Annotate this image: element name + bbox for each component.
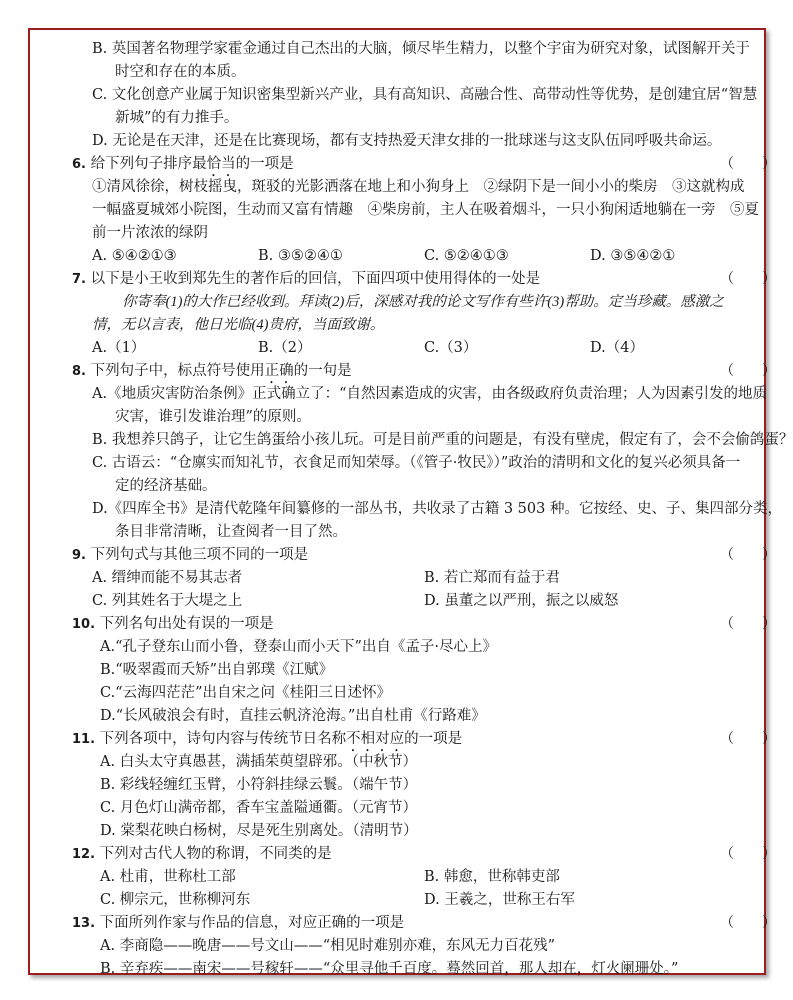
q6-sentences-line3: 前一片浓浓的绿阴 (92, 225, 208, 241)
q9-answer-bracket[interactable]: （ ） (720, 547, 776, 563)
q11-stem-emphasis: 不相对应 (346, 731, 405, 747)
q11-option-b[interactable]: B. 彩线轻缠红玉臂，小符斜挂绿云鬟。（端午节） (100, 777, 418, 793)
q6-sentences-line2: 一幅盛夏城郊小院图，生动而又富有情趣 ④柴房前，主人在吸着烟斗，一只小狗闲适地躺在一旁 ⑤夏 (92, 202, 759, 218)
q12-option-b[interactable]: B. 韩愈，世称韩吏部 (424, 869, 560, 885)
q11-stem-text-end: 的一项是 (404, 731, 463, 747)
q13-option-b[interactable]: B. 辛弃疾——南宋——号稼轩——“众里寻他千百度。蓦然回首，那人却在，灯火阑珊处。” (100, 961, 679, 977)
q12-number: 12. (72, 847, 96, 862)
q6-option-d[interactable]: D. ③⑤④②① (590, 248, 676, 264)
q10-option-a[interactable]: A.“孔子登东山而小鲁，登泰山而小天下”出自《孟子·尽心上》 (100, 639, 498, 655)
q9-stem-text: 下列句式与其他三项不同的一项是 (90, 547, 309, 563)
q8-option-a-line1[interactable]: A.《地质灾害防治条例》正式确立了：“自然因素造成的灾害，由各级政府负责治理；人为因素引发的地质 (92, 386, 767, 402)
q12-stem-text: 下列对古代人物的称谓，不同类的是 (99, 846, 332, 862)
q5-option-c-line1: C. 文化创意产业属于知识密集型新兴产业，具有高知识、高融合性、高带动性等优势，是创建宜居“智慧 (92, 87, 758, 103)
q8-stem-text: 下列句子中，标点符号使用 (90, 363, 265, 379)
q12-option-d[interactable]: D. 王羲之，世称王右军 (424, 892, 575, 908)
q11-option-d[interactable]: D. 棠梨花映白杨树，尽是死生别离处。（清明节） (100, 823, 418, 839)
q5-option-b-line2: 时空和存在的本质。 (115, 64, 246, 80)
q9-option-d[interactable]: D. 虽董之以严刑，振之以威怒 (424, 593, 619, 609)
q6-stem-text-end: 的一项是 (235, 156, 294, 172)
q6-number: 6. (72, 157, 86, 172)
q7-option-a[interactable]: A.（1） (92, 340, 146, 356)
q10-number: 10. (72, 617, 96, 632)
q11-option-a[interactable]: A. 白头太守真愚甚，满插茱萸望辟邪。（中秋节） (100, 754, 417, 770)
q8-stem-text-end: 的一句是 (293, 363, 352, 379)
q9-number: 9. (72, 548, 86, 563)
q7-option-c[interactable]: C.（3） (424, 340, 478, 356)
q5-option-b-line1: B. 英国著名物理学家霍金通过自己杰出的大脑，倾尽毕生精力，以整个宇宙为研究对象，试图解开关于 (92, 41, 750, 57)
q6-sentences-line1: ①清风徐徐，树枝摇曳，斑驳的光影洒落在地上和小狗身上 ②绿阴下是一间小小的柴房 ③这就构成 (92, 179, 745, 195)
q8-option-c-line2: 定的经济基础。 (115, 478, 217, 494)
q7-number: 7. (72, 272, 86, 287)
q7-stem (72, 269, 540, 290)
q6-option-c[interactable]: C. ⑤②④①③ (424, 248, 509, 264)
q13-answer-bracket[interactable]: （ ） (720, 915, 776, 931)
q7-stem-text: 以下是小王收到郑先生的著作后的回信，下面四项中使用得体的一处是 (90, 271, 541, 287)
q7-option-d[interactable]: D.（4） (590, 340, 644, 356)
q7-letter-line2: 情，无以言表，他日光临(4)贵府，当面致谢。 (92, 317, 385, 333)
q6-option-a[interactable]: A. ⑤④②①③ (92, 248, 177, 264)
q6-stem-text: 给下列句子排序最 (90, 156, 207, 172)
q10-stem (72, 614, 274, 635)
q8-answer-bracket[interactable]: （ ） (720, 363, 776, 379)
q13-number: 13. (72, 916, 96, 931)
q6-option-b[interactable]: B. ③⑤②④① (258, 248, 343, 264)
q10-stem-text: 下列名句出处有误的一项是 (99, 616, 274, 632)
q13-stem (72, 913, 404, 934)
q9-stem (72, 545, 308, 566)
q8-option-a-line2: 灾害，谁引发谁治理”的原则。 (115, 409, 311, 425)
q6-stem-emphasis: 恰当 (206, 156, 236, 172)
exam-page (28, 28, 793, 977)
q8-option-d-line2: 条目非常清晰，让查阅者一目了然。 (115, 524, 347, 540)
q7-letter-line1: 你寄奉(1)的大作已经收到。拜读(2)后，深感对我的论文写作有些许(3)帮助。定当珍藏。感激之 (122, 294, 724, 310)
q9-option-a[interactable]: A. 缙绅而能不易其志者 (92, 570, 243, 586)
q8-option-b[interactable]: B. 我想养只鸽子，让它生鸽蛋给小孩儿玩。可是目前严重的问题是，有没有壁虎，假定有了，会不会偷鸽蛋？ (92, 432, 793, 448)
q6-answer-bracket[interactable]: （ ） (720, 156, 776, 172)
q11-stem-text: 下列各项中，诗句内容与传统节日名称 (99, 731, 347, 747)
q12-answer-bracket[interactable]: （ ） (720, 846, 776, 862)
q13-stem-text: 下面所列作家与作品的信息，对应正确的一项是 (99, 915, 405, 931)
q8-option-d-line1[interactable]: D.《四库全书》是清代乾隆年间纂修的一部丛书，共收录了古籍 3 503 种。它按经、史、子、集四部分类， (92, 501, 782, 517)
q9-option-c[interactable]: C. 列其姓名于大堤之上 (92, 593, 243, 609)
q12-option-a[interactable]: A. 杜甫，世称杜工部 (100, 869, 236, 885)
q11-number: 11. (72, 732, 96, 747)
q13-option-a[interactable]: A. 李商隐——晚唐——号文山——“相见时难别亦难，东风无力百花残” (100, 938, 556, 954)
q10-option-d[interactable]: D.“长风破浪会有时，直挂云帆济沧海。”出自杜甫《行路难》 (100, 708, 486, 724)
q10-answer-bracket[interactable]: （ ） (720, 616, 776, 632)
q7-answer-bracket[interactable]: （ ） (720, 271, 776, 287)
q9-option-b[interactable]: B. 若亡郑而有益于君 (424, 570, 560, 586)
q8-number: 8. (72, 364, 86, 379)
q11-answer-bracket[interactable]: （ ） (720, 731, 776, 747)
q10-option-b[interactable]: B.“吸翠霞而夭矫”出自郭璞《江赋》 (100, 662, 334, 678)
q12-option-c[interactable]: C. 柳宗元，世称柳河东 (100, 892, 251, 908)
q8-stem-emphasis: 正确 (264, 363, 294, 379)
q5-option-d: D. 无论是在天津，还是在比赛现场，都有支持热爱天津女排的一批球迷与这支队伍同呼吸共命运。 (92, 133, 722, 149)
q10-option-c[interactable]: C.“云海四茫茫”出自宋之问《桂阳三日述怀》 (100, 685, 392, 701)
q11-option-c[interactable]: C. 月色灯山满帝都，香车宝盖隘通衢。（元宵节） (100, 800, 418, 816)
q8-option-c-line1[interactable]: C. 古语云：“仓廪实而知礼节，衣食足而知荣辱。（《管子·牧民》）”政治的清明和文化的复兴必须具备一 (92, 455, 741, 471)
q7-option-b[interactable]: B.（2） (258, 340, 312, 356)
q5-option-c-line2: 新城”的有力推手。 (115, 110, 239, 126)
q12-stem (72, 844, 332, 865)
